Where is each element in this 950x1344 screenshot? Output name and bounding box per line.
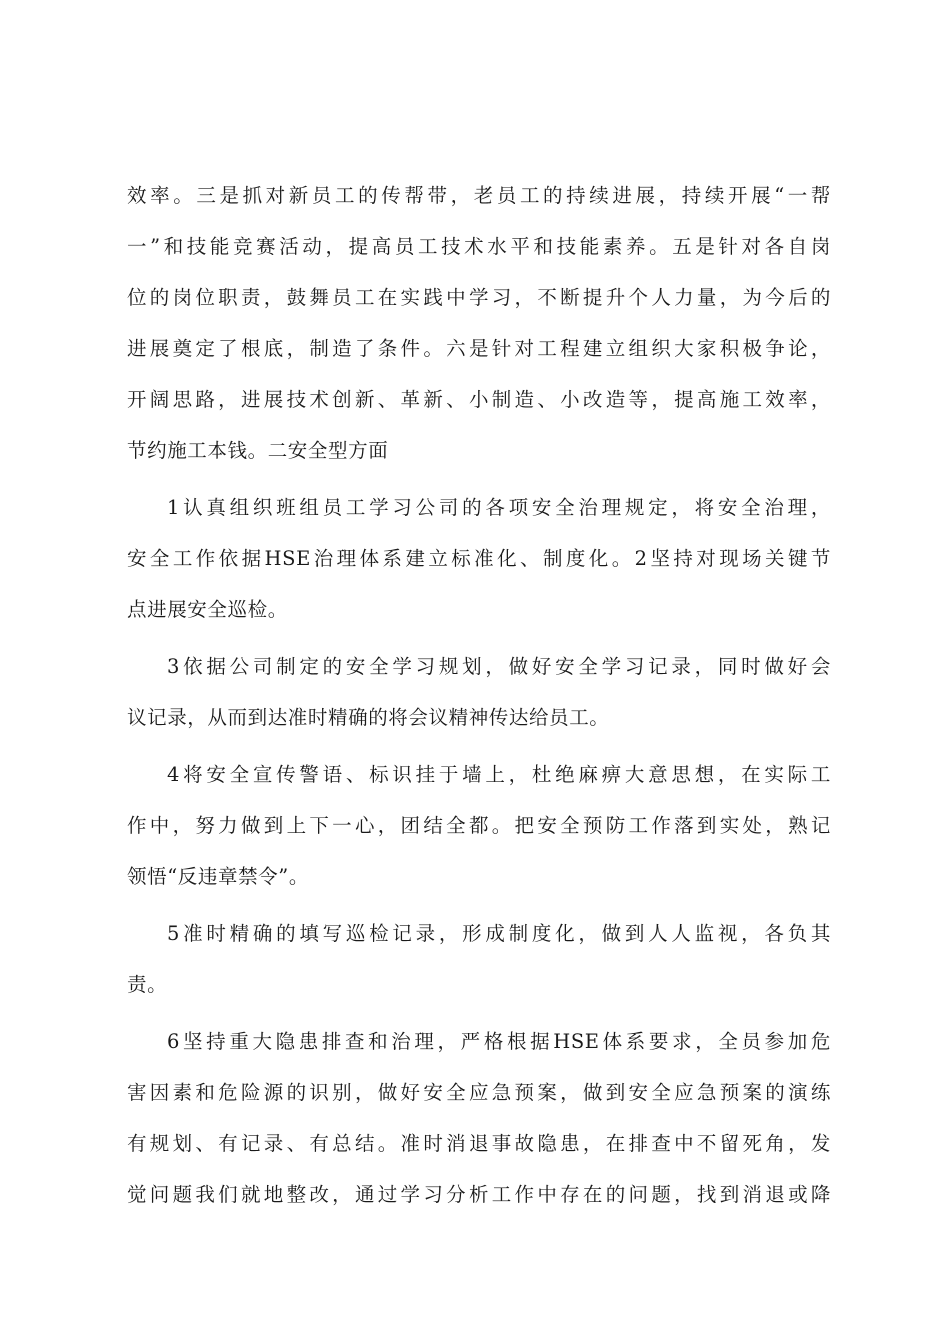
paragraph-first-line: 4将安全宣传警语、标识挂于墙上，杜绝麻痹大意思想，在实际工 — [167, 763, 831, 786]
text-line: 有规划、有记录、有总结。准时消退事故隐患，在排查中不留死角，发 — [127, 1132, 831, 1155]
text-line: 作中，努力做到上下一心，团结全都。把安全预防工作落到实处，熟记 — [127, 814, 831, 837]
text-line: 责。 — [127, 973, 168, 996]
text-line: 议记录，从而到达准时精确的将会议精神传达给员工。 — [127, 706, 610, 729]
text-line: 点进展安全巡检。 — [127, 598, 288, 621]
text-line: 节约施工本钱。二安全型方面 — [127, 439, 389, 462]
text-line: 觉问题我们就地整改，通过学习分析工作中存在的问题，找到消退或降 — [127, 1183, 831, 1206]
text-line: 位的岗位职责，鼓舞员工在实践中学习，不断提升个人力量，为今后的 — [127, 286, 831, 309]
paragraph-first-line: 3依据公司制定的安全学习规划，做好安全学习记录，同时做好会 — [167, 655, 831, 678]
text-line: 效率。三是抓对新员工的传帮带，老员工的持续进展，持续开展“一帮 — [127, 184, 831, 207]
text-line: 害因素和危险源的识别，做好安全应急预案，做到安全应急预案的演练 — [127, 1081, 831, 1104]
paragraph-first-line: 1认真组织班组员工学习公司的各项安全治理规定，将安全治理， — [167, 496, 831, 519]
text-line: 一”和技能竞赛活动，提高员工技术水平和技能素养。五是针对各自岗 — [127, 235, 831, 258]
document-body — [127, 183, 831, 1208]
text-line: 领悟“反违章禁令”。 — [127, 865, 309, 888]
text-line: 安全工作依据HSE治理体系建立标准化、制度化。2坚持对现场关键节 — [127, 547, 831, 570]
paragraph-first-line: 6坚持重大隐患排查和治理，严格根据HSE体系要求，全员参加危 — [167, 1030, 831, 1053]
text-line: 进展奠定了根底，制造了条件。六是针对工程建立组织大家积极争论， — [127, 337, 831, 360]
text-line: 开阔思路，进展技术创新、革新、小制造、小改造等，提高施工效率， — [127, 388, 831, 411]
paragraph-first-line: 5准时精确的填写巡检记录，形成制度化，做到人人监视，各负其 — [167, 922, 831, 945]
